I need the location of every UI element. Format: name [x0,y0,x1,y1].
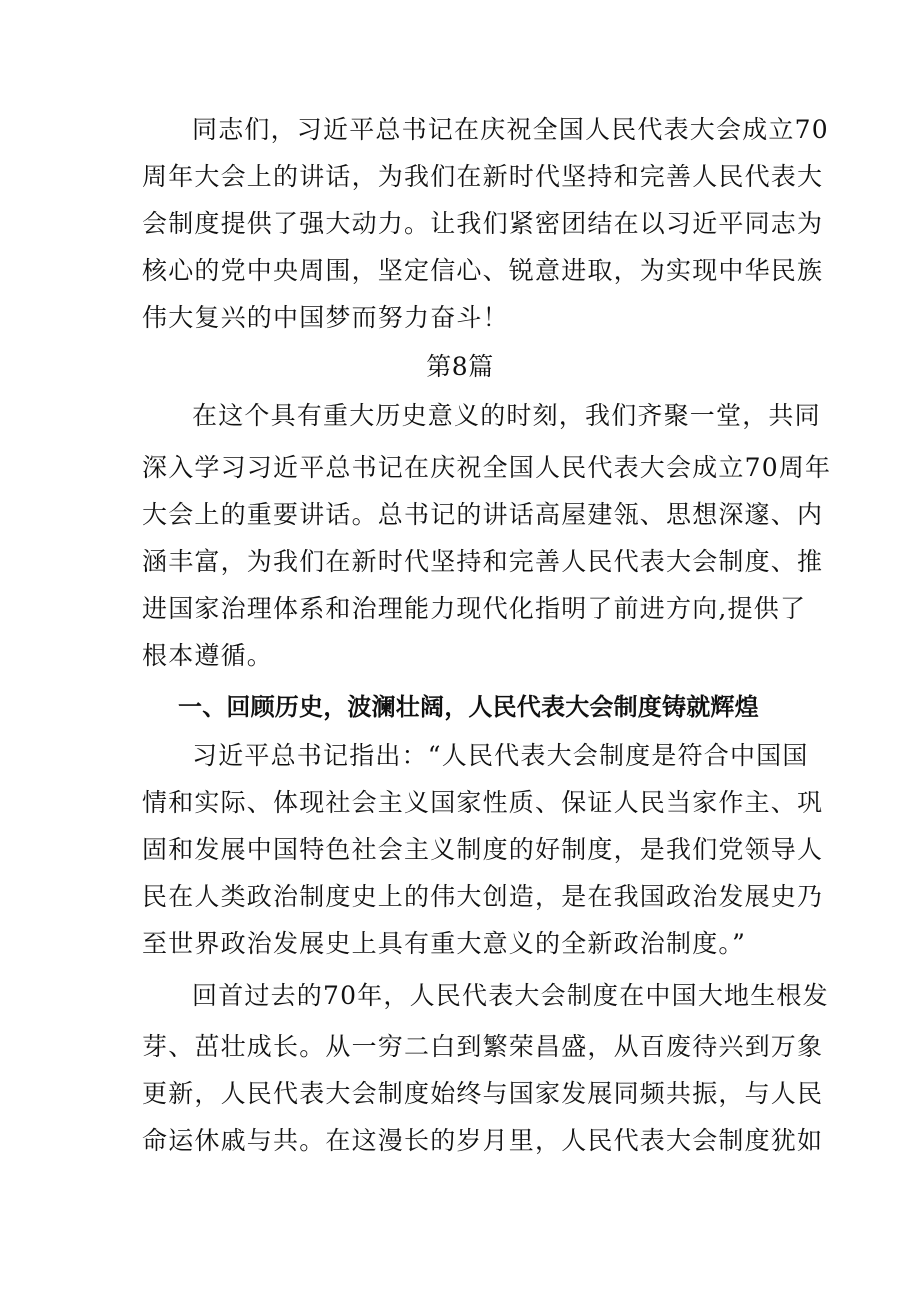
paragraph-line: 命运休戚与共。在这漫长的岁月里，人民代表大会制度犹如 [142,1126,824,1155]
paragraph-line: 涵丰富，为我们在新时代坚持和完善人民代表大会制度、推 [142,547,824,576]
paragraph-line: 同志们，习近平总书记在庆祝全国人民代表大会成立70 [192,115,829,144]
paragraph-line: 核心的党中央周围，坚定信心、锐意进取，为实现中华民族 [142,256,824,285]
paragraph-line: 芽、茁壮成长。从一穷二白到繁荣昌盛，从百废待兴到万象 [142,1032,824,1061]
subheading: 一、回顾历史，波澜壮阔，人民代表大会制度铸就辉煌 [178,693,759,721]
paragraph-line: 在这个具有重大历史意义的时刻，我们齐聚一堂，共同 [192,401,821,430]
paragraph-line: 情和实际、体现社会主义国家性质、保证人民当家作主、巩 [142,788,824,817]
paragraph-line: 周年大会上的讲话，为我们在新时代坚持和完善人民代表大 [142,162,824,191]
paragraph-line: 更新，人民代表大会制度始终与国家发展同频共振，与人民 [142,1079,824,1108]
paragraph-line: 回首过去的70年，人民代表大会制度在中国大地生根发 [192,981,829,1010]
paragraph-line: 习近平总书记指出：“人民代表大会制度是符合中国国 [192,741,809,770]
paragraph-line: 大会上的重要讲话。总书记的讲话高屋建瓴、思想深邃、内 [142,500,824,529]
paragraph-line: 根本遵循。 [142,641,274,670]
section-title: 第8篇 [426,352,494,381]
paragraph-line: 会制度提供了强大动力。让我们紧密团结在以习近平同志为 [142,209,824,238]
paragraph-line: 民在人类政治制度史上的伟大创造，是在我国政治发展史乃 [142,882,824,911]
paragraph-line: 伟大复兴的中国梦而努力奋斗！ [142,303,509,332]
paragraph-line: 至世界政治发展史上具有重大意义的全新政治制度。” [142,929,747,958]
paragraph-line: 进国家治理体系和治理能力现代化指明了前进方向,提供了 [142,594,807,623]
paragraph-line: 固和发展中国特色社会主义制度的好制度，是我们党领导人 [142,835,824,864]
paragraph-line: 深入学习习近平总书记在庆祝全国人民代表大会成立70周年 [142,453,832,482]
